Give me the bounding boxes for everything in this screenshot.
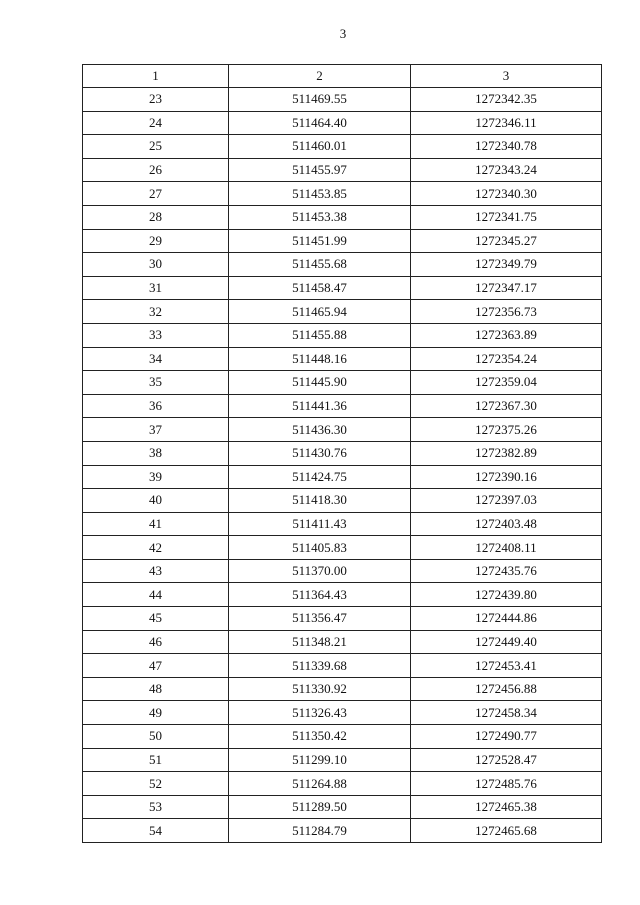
table-row [83,371,602,395]
table-cell-col-3: 1272390.16 [411,465,602,489]
table-cell-col-2: 511284.79 [229,819,411,843]
table-cell-col-1: 39 [83,465,229,489]
table-row [83,748,602,772]
table-row [83,607,602,631]
table-cell-col-3: 1272485.76 [411,772,602,796]
table-cell-col-1: 43 [83,559,229,583]
table-cell-col-2: 511460.01 [229,135,411,159]
table-cell-col-1: 40 [83,489,229,513]
column-header-1: 1 [83,65,229,88]
table-row [83,158,602,182]
table-cell-col-3: 1272363.89 [411,323,602,347]
table-row [83,583,602,607]
table-row [83,725,602,749]
table-cell-col-2: 511348.21 [229,630,411,654]
table-cell-col-3: 1272359.04 [411,371,602,395]
table-row [83,111,602,135]
table-cell-col-1: 25 [83,135,229,159]
table-row [83,135,602,159]
table-cell-col-2: 511350.42 [229,725,411,749]
table-cell-col-2: 511299.10 [229,748,411,772]
table-row [83,536,602,560]
table-cell-col-2: 511424.75 [229,465,411,489]
table-cell-col-3: 1272397.03 [411,489,602,513]
table-cell-col-2: 511436.30 [229,418,411,442]
table-cell-col-1: 23 [83,88,229,112]
table-cell-col-1: 35 [83,371,229,395]
table-cell-col-2: 511289.50 [229,795,411,819]
table-row [83,418,602,442]
table-row [83,88,602,112]
table-cell-col-2: 511364.43 [229,583,411,607]
table-cell-col-3: 1272349.79 [411,253,602,277]
table-row [83,489,602,513]
table-cell-col-2: 511356.47 [229,607,411,631]
header-row [83,65,602,88]
coordinates-table [82,64,602,843]
table-cell-col-1: 45 [83,607,229,631]
table-cell-col-3: 1272528.47 [411,748,602,772]
table-row [83,677,602,701]
table-row [83,465,602,489]
column-header-3: 3 [411,65,602,88]
table-cell-col-2: 511326.43 [229,701,411,725]
table-cell-col-1: 54 [83,819,229,843]
table-cell-col-2: 511453.38 [229,205,411,229]
table-cell-col-2: 511453.85 [229,182,411,206]
table-cell-col-1: 51 [83,748,229,772]
table-cell-col-1: 29 [83,229,229,253]
table-cell-col-2: 511430.76 [229,441,411,465]
table-cell-col-1: 30 [83,253,229,277]
table-cell-col-3: 1272490.77 [411,725,602,749]
column-header-2: 2 [229,65,411,88]
table-cell-col-1: 27 [83,182,229,206]
table-cell-col-1: 50 [83,725,229,749]
table-cell-col-1: 36 [83,394,229,418]
table-row [83,654,602,678]
table-row [83,630,602,654]
table-cell-col-3: 1272435.76 [411,559,602,583]
table-row [83,323,602,347]
table-cell-col-3: 1272403.48 [411,512,602,536]
table-cell-col-2: 511455.88 [229,323,411,347]
table-cell-col-1: 48 [83,677,229,701]
table-cell-col-3: 1272465.38 [411,795,602,819]
table-cell-col-2: 511464.40 [229,111,411,135]
table-row [83,300,602,324]
table-cell-col-3: 1272456.88 [411,677,602,701]
table-cell-col-1: 37 [83,418,229,442]
table-cell-col-3: 1272367.30 [411,394,602,418]
table-cell-col-3: 1272382.89 [411,441,602,465]
table-row [83,441,602,465]
table-cell-col-1: 52 [83,772,229,796]
table-row [83,182,602,206]
table-row [83,347,602,371]
table-cell-col-3: 1272346.11 [411,111,602,135]
table-cell-col-2: 511445.90 [229,371,411,395]
table-row [83,772,602,796]
table-cell-col-2: 511264.88 [229,772,411,796]
table-cell-col-2: 511455.97 [229,158,411,182]
table-cell-col-1: 44 [83,583,229,607]
table-cell-col-2: 511448.16 [229,347,411,371]
table-cell-col-2: 511330.92 [229,677,411,701]
table-cell-col-2: 511458.47 [229,276,411,300]
table-body [83,88,602,843]
table-cell-col-2: 511411.43 [229,512,411,536]
table-cell-col-3: 1272356.73 [411,300,602,324]
table-cell-col-2: 511441.36 [229,394,411,418]
table-cell-col-2: 511405.83 [229,536,411,560]
table-row [83,559,602,583]
table-cell-col-1: 28 [83,205,229,229]
table-cell-col-3: 1272354.24 [411,347,602,371]
table-cell-col-1: 31 [83,276,229,300]
table-cell-col-3: 1272444.86 [411,607,602,631]
table-cell-col-3: 1272340.78 [411,135,602,159]
table-row [83,276,602,300]
table-cell-col-1: 24 [83,111,229,135]
table-cell-col-2: 511455.68 [229,253,411,277]
table-cell-col-1: 34 [83,347,229,371]
table-row [83,253,602,277]
table-cell-col-1: 26 [83,158,229,182]
table-cell-col-1: 38 [83,441,229,465]
table-cell-col-1: 47 [83,654,229,678]
table-cell-col-1: 53 [83,795,229,819]
page-number: 3 [339,26,347,41]
table-cell-col-1: 42 [83,536,229,560]
table-cell-col-3: 1272375.26 [411,418,602,442]
table-cell-col-2: 511370.00 [229,559,411,583]
table-row [83,205,602,229]
table-cell-col-3: 1272341.75 [411,205,602,229]
table-cell-col-3: 1272347.17 [411,276,602,300]
table-cell-col-3: 1272342.35 [411,88,602,112]
table-row [83,512,602,536]
table-row [83,394,602,418]
table-cell-col-1: 33 [83,323,229,347]
table-cell-col-3: 1272345.27 [411,229,602,253]
table-cell-col-1: 49 [83,701,229,725]
table-row [83,701,602,725]
table-cell-col-2: 511418.30 [229,489,411,513]
table-cell-col-1: 46 [83,630,229,654]
table-row [83,229,602,253]
table-cell-col-3: 1272449.40 [411,630,602,654]
table-cell-col-1: 32 [83,300,229,324]
table-cell-col-3: 1272408.11 [411,536,602,560]
table-cell-col-2: 511451.99 [229,229,411,253]
table-cell-col-3: 1272465.68 [411,819,602,843]
table-cell-col-1: 41 [83,512,229,536]
table-cell-col-2: 511339.68 [229,654,411,678]
table-header [83,65,602,88]
table-row [83,795,602,819]
table-cell-col-3: 1272453.41 [411,654,602,678]
table-cell-col-3: 1272343.24 [411,158,602,182]
table-cell-col-3: 1272458.34 [411,701,602,725]
table-row [83,819,602,843]
table-cell-col-3: 1272340.30 [411,182,602,206]
table-cell-col-3: 1272439.80 [411,583,602,607]
table-cell-col-2: 511469.55 [229,88,411,112]
table-cell-col-2: 511465.94 [229,300,411,324]
